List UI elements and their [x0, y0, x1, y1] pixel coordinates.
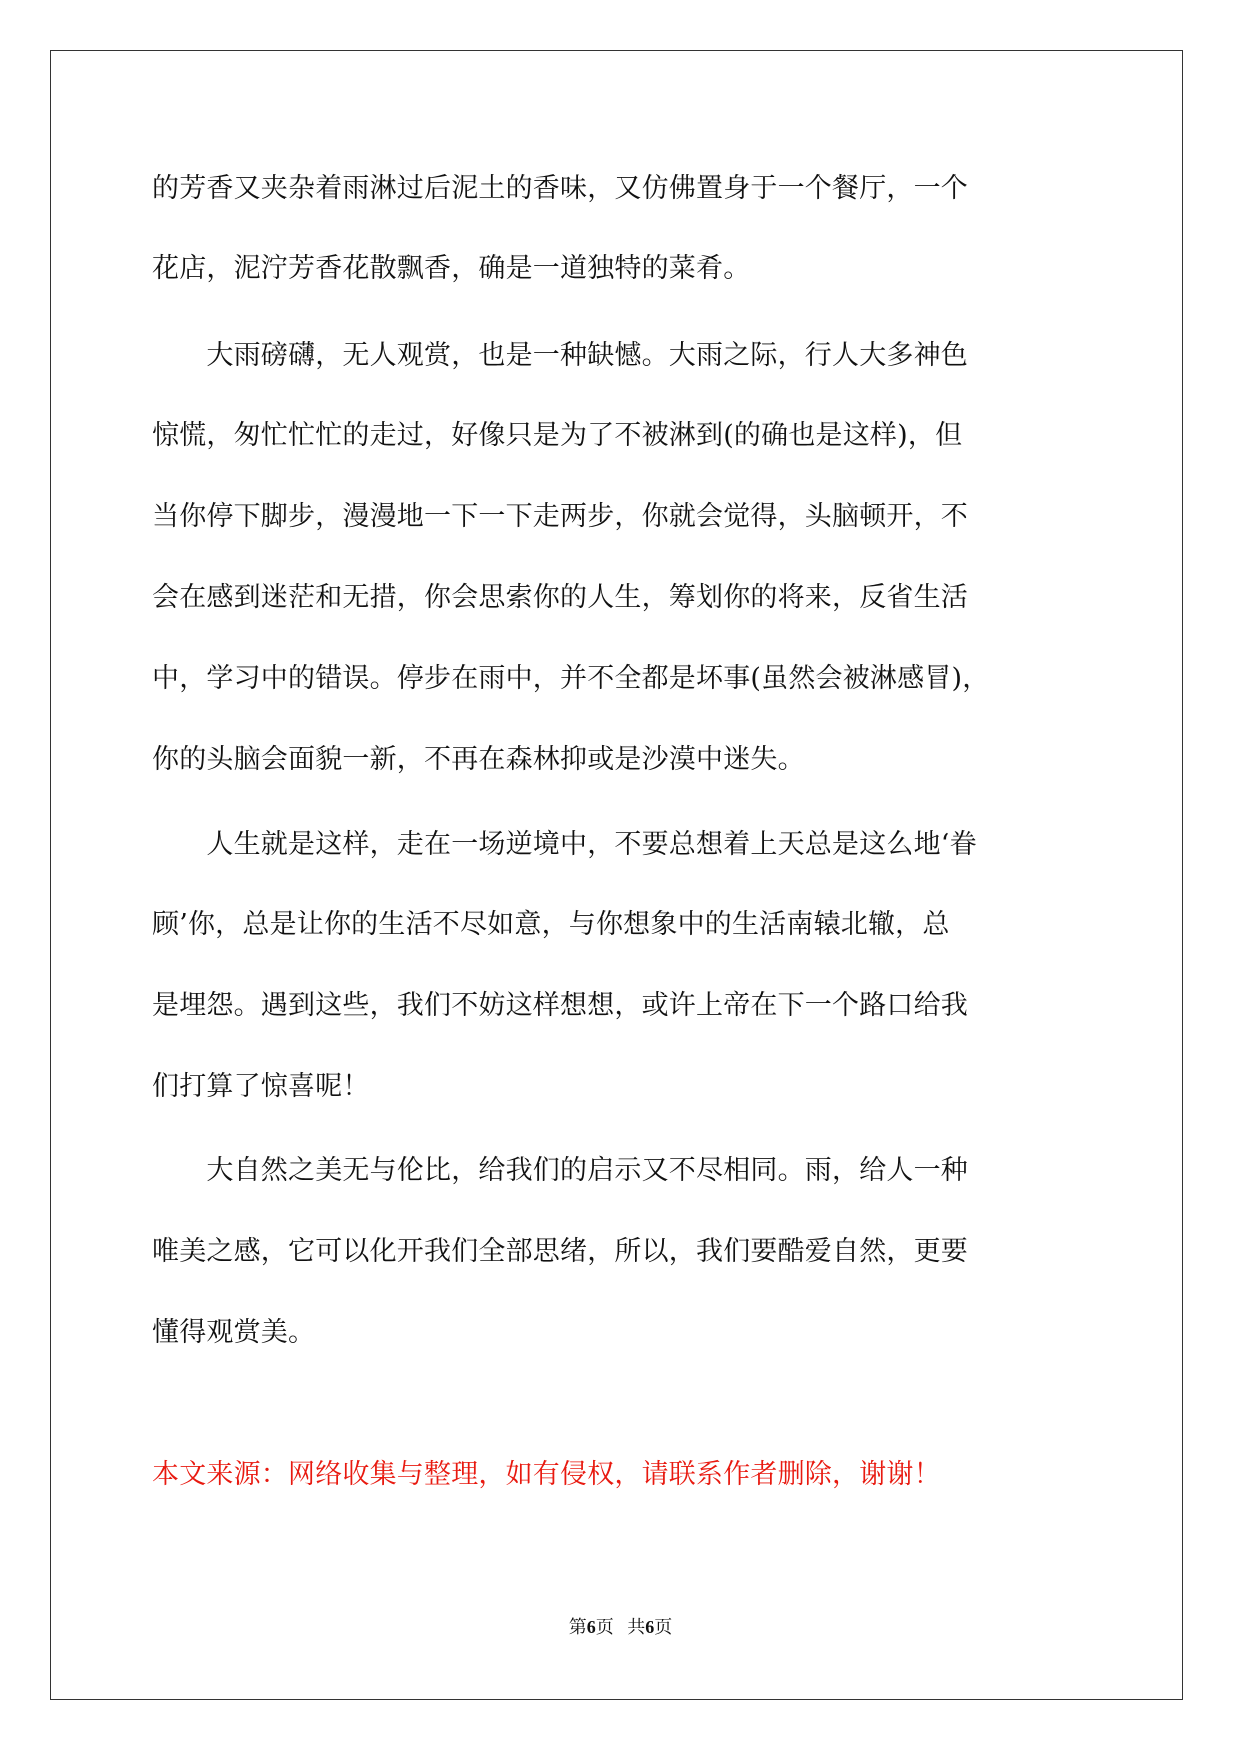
total-prefix: 共: [627, 1617, 646, 1637]
text-line: 惊慌，匆忙忙忙的走过，好像只是为了不被淋到(的确也是这样)，但: [152, 420, 963, 451]
text-line: 唯美之感，它可以化开我们全部思绪，所以，我们要酷爱自然，更要: [152, 1236, 968, 1267]
text-line: 你的头脑会面貌一新，不再在森林抑或是沙漠中迷失。: [152, 744, 805, 775]
page-border: [50, 50, 1183, 1700]
text-line: 中，学习中的错误。停步在雨中，并不全都是坏事(虽然会被淋感冒)，: [152, 663, 990, 694]
text-line: 是埋怨。遇到这些，我们不妨这样想想，或许上帝在下一个路口给我: [152, 990, 968, 1021]
text-line: 大雨磅礴，无人观赏，也是一种缺憾。大雨之际，行人大多神色: [152, 340, 968, 371]
source-note: 本文来源：网络收集与整理，如有侵权，请联系作者删除，谢谢！: [152, 1459, 941, 1490]
page-total: 6: [645, 1617, 655, 1637]
text-line: 当你停下脚步，漫漫地一下一下走两步，你就会觉得，头脑顿开，不: [152, 501, 968, 532]
page-prefix: 第: [568, 1617, 587, 1637]
text-line: 花店，泥泞芳香花散飘香，确是一道独特的菜肴。: [152, 253, 751, 284]
text-line: 顾’你，总是让你的生活不尽如意，与你想象中的生活南辕北辙，总: [152, 909, 950, 940]
text-line: 的芳香又夹杂着雨淋过后泥土的香味，又仿佛置身于一个餐厅，一个: [152, 173, 968, 204]
page-suffix: 页: [595, 1617, 614, 1637]
total-suffix: 页: [654, 1617, 673, 1637]
text-line: 懂得观赏美。: [152, 1317, 316, 1348]
text-line: 人生就是这样，走在一场逆境中，不要总想着上天总是这么地‘眷: [152, 829, 977, 860]
text-line: 们打算了惊喜呢！: [152, 1071, 370, 1102]
page-current: 6: [586, 1617, 596, 1637]
page-footer: [0, 1615, 1241, 1639]
text-line: 大自然之美无与伦比，给我们的启示又不尽相同。雨，给人一种: [152, 1155, 968, 1186]
text-line: 会在感到迷茫和无措，你会思索你的人生，筹划你的将来，反省生活: [152, 582, 968, 613]
